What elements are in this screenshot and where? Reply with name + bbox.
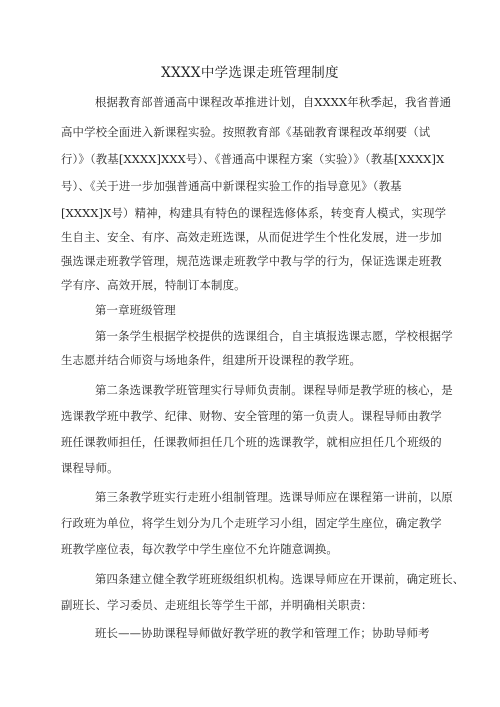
paragraph-line: 选课教学班中教学、纪律、财物、安全管理的第一负责人。课程导师由教学 [61, 409, 442, 423]
paragraph-line: 第一条学生根据学校提供的选课组合，自主填报选课志愿，学校根据学 [95, 329, 453, 343]
paragraph-line: 第二条选课教学班管理实行导师负责制。课程导师是教学班的核心，是 [95, 383, 453, 397]
paragraph-line: 第四条建立健全教学班班级组织机构。选课导师应在开课前，确定班长、 [95, 572, 465, 586]
paragraph-line: 行政班为单位，将学生划分为几个走班学习小组，固定学生座位，确定教学 [61, 516, 442, 530]
paragraph-line: 班长——协助课程导师做好教学班的教学和管理工作；协助导师考 [95, 626, 430, 640]
paragraph-line: 号）、《关于进一步加强普通高中新课程实验工作的指导意见》（教基 [61, 179, 402, 193]
paragraph-line: 第三条教学班实行走班小组制管理。选课导师应在课程第一讲前，以原 [95, 490, 453, 504]
paragraph-line: 行）》（教基[XXXX]XXX号）、《普通高中课程方案（实验）》（教基[XXXX]X [61, 152, 445, 166]
paragraph-line: 班任课教师担任，任课教师担任几个班的选课教学，就相应担任几个班级的 [61, 435, 442, 449]
paragraph-line: 高中学校全面进入新课程实验。按照教育部《基础教育课程改革纲要（试 [61, 125, 431, 139]
paragraph-line: 生自主、安全、有序、高效走班选课，从而促进学生个性化发展，进一步加 [61, 230, 442, 244]
document-title: XXXX中学选课走班管理制度 [161, 65, 339, 81]
chapter-heading: 第一章班级管理 [95, 303, 176, 317]
paragraph-line: [XXXX]X号）精神，构建具有特色的课程选修体系，转变育人模式，实现学 [61, 206, 447, 220]
paragraph-line: 课程导师。 [61, 461, 119, 475]
paragraph-line: 副班长、学习委员、走班组长等学生干部，并明确相关职责： [61, 598, 373, 612]
paragraph-line: 强选课走班教学管理，规范选课走班教学中教与学的行为，保证选课走班教 [61, 254, 442, 268]
paragraph-line: 生志愿并结合师资与场地条件，组建所开设课程的教学班。 [61, 353, 362, 367]
paragraph-line: 班教学座位表，每次教学中学生座位不允许随意调换。 [61, 542, 338, 556]
paragraph-line: 根据教育部普通高中课程改革推进计划，自XXXX年秋季起，我省普通 [95, 95, 452, 109]
paragraph-line: 学有序、高效开展，特制订本制度。 [61, 278, 246, 292]
